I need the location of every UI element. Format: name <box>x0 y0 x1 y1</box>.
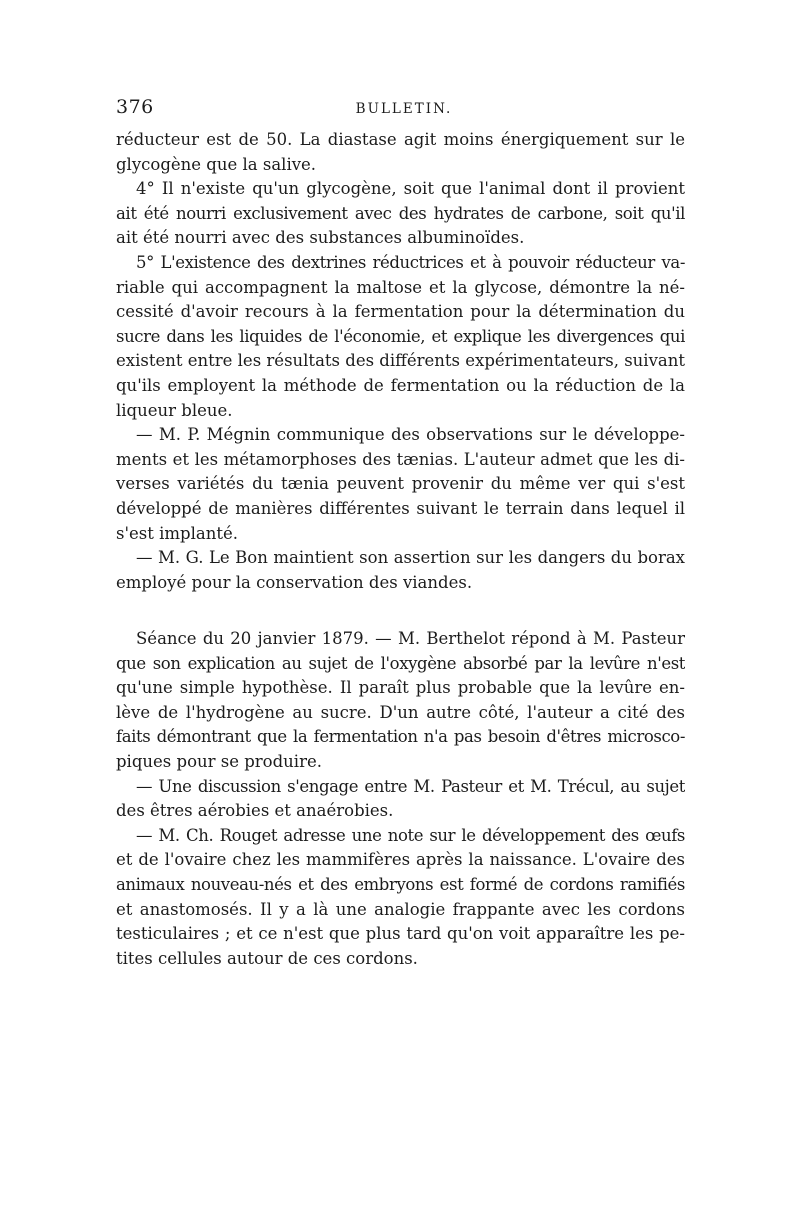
text-line: — M. P. Mégnin communique des observations sur le développe- <box>136 425 685 445</box>
text-line: glycogène que la salive. <box>116 154 317 174</box>
text-line: et de l'ovaire chez les mammifères après la naissance. L'ovaire des <box>116 850 685 870</box>
text-line: et anastomosés. Il y a là une analogie frappante avec les cordons <box>116 899 685 919</box>
text-block-2 <box>116 627 685 971</box>
text-line: animaux nouveau-nés et des embryons est formé de cordons ramifiés <box>116 874 685 894</box>
text-line: ait été nourri avec des substances albuminoïdes. <box>116 228 525 248</box>
text-line: 4° Il n'existe qu'un glycogène, soit que l'animal dont il provient <box>136 179 685 199</box>
text-line: — Une discussion s'engage entre M. Pasteur et M. Trécul, au sujet <box>136 776 685 796</box>
text-line: verses variétés du tænia peuvent provenir du même ver qui s'est <box>116 474 685 494</box>
running-title: BULLETIN. <box>355 101 453 117</box>
text-line: des êtres aérobies et anaérobies. <box>116 801 394 821</box>
text-line: ait été nourri exclusivement avec des hydrates de carbone, soit qu'il <box>116 203 685 223</box>
text-line: 5° L'existence des dextrines réductrices et à pouvoir réducteur va- <box>136 252 685 272</box>
text-line: qu'une simple hypothèse. Il paraît plus probable que la levûre en- <box>116 678 685 698</box>
text-line: s'est implanté. <box>116 523 238 543</box>
text-line: ments et les métamorphoses des tænias. L'auteur admet que les di- <box>116 449 685 469</box>
text-line: cessité d'avoir recours à la fermentation pour la détermination du <box>116 302 685 322</box>
text-line: riable qui accompagnent la maltose et la glycose, démontre la né- <box>116 277 685 297</box>
text-line: testiculaires ; et ce n'est que plus tard qu'on voit apparaître les pe- <box>116 924 685 944</box>
text-line: Séance du 20 janvier 1879. — M. Berthelot répond à M. Pasteur <box>136 629 685 648</box>
text-line: piques pour se produire. <box>116 751 322 771</box>
text-line: qu'ils employent la méthode de fermentation ou la réduction de la <box>116 375 685 395</box>
text-line: développé de manières différentes suivant le terrain dans lequel il <box>116 498 685 518</box>
text-line: lève de l'hydrogène au sucre. D'un autre côté, l'auteur a cité des <box>116 702 685 722</box>
text-block-1 <box>116 128 685 595</box>
text-line: que son explication au sujet de l'oxygène absorbé par la levûre n'est <box>116 653 685 673</box>
text-line: liqueur bleue. <box>116 400 233 420</box>
text-line: employé pour la conservation des viandes. <box>116 572 473 592</box>
text-line: — M. G. Le Bon maintient son assertion sur les dangers du borax <box>136 548 685 568</box>
text-line: sucre dans les liquides de l'économie, et explique les divergences qui <box>116 326 685 346</box>
text-line: — M. Ch. Rouget adresse une note sur le développement des œufs <box>136 825 685 845</box>
text-line: réducteur est de 50. La diastase agit moins énergiquement sur le <box>116 130 685 149</box>
text-line: existent entre les résultats des différents expérimentateurs, suivant <box>116 351 685 371</box>
text-line: tites cellules autour de ces cordons. <box>116 948 418 968</box>
text-line: faits démontrant que la fermentation n'a pas besoin d'êtres microsco- <box>116 727 685 747</box>
page-number: 376 <box>116 96 154 118</box>
